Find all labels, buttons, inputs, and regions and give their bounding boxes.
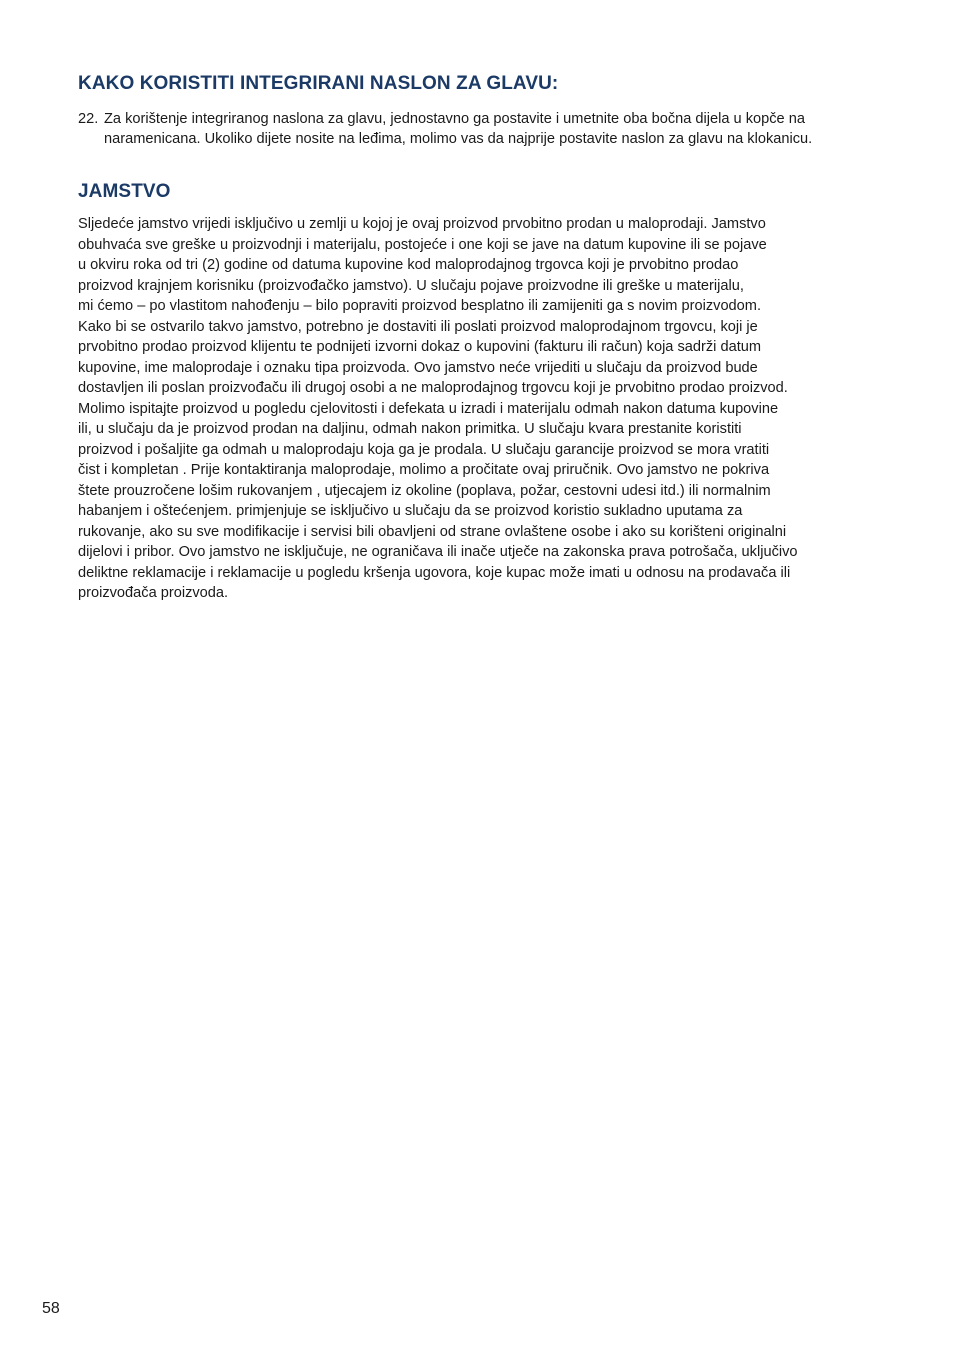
warranty-line: proizvod i pošaljite ga odmah u maloprodaju koja ga je prodala. U slučaju garancije proizvod se mora vratiti	[78, 441, 770, 458]
warranty-line: Sljedeće jamstvo vrijedi isključivo u zemlji u kojoj je ovaj proizvod prvobitno prodan u maloprodaji. Jamstvo	[78, 216, 766, 232]
warranty-line: dijelovi i pribor. Ovo jamstvo ne isključuje, ne ograničava ili inače utječe na zakonska prava potrošača, uključivo	[78, 544, 798, 560]
warranty-line: Molimo ispitajte proizvod u pogledu cjelovitosti i defekata u izradi i materijalu odmah nakon datuma kupovine	[78, 400, 779, 417]
warranty-line: obuhvaća sve greške u proizvodnji i materijalu, postojeće i one koji se jave na datum kupovine ili se pojave	[78, 236, 767, 253]
page-number: 58	[42, 1300, 60, 1317]
warranty-line: proizvod krajnjem korisniku (proizvođačko jamstvo). U slučaju pojave proizvodne ili greške u materijalu,	[78, 277, 744, 294]
warranty-line: prvobitno prodao proizvod klijentu te podnijeti izvorni dokaz o kupovini (fakturu ili račun) koja sadrži datum	[78, 339, 762, 355]
step-number: 22.	[78, 111, 99, 127]
warranty-line: u okviru roka od tri (2) godine od datuma kupovine kod maloprodajnog trgovca koji je prvobitno prodao	[78, 257, 739, 273]
step-text: Za korištenje integriranog naslona za glavu, jednostavno ga postavite i umetnite oba bočna dijela u kopče na naramenicana. Ukoliko dijete nosite na leđima, molimo vas da najprije postavite naslon za glavu na klokanicu.	[104, 111, 813, 148]
headrest-step-22	[78, 109, 868, 150]
warranty-line: Kako bi se ostvarilo takvo jamstvo, potrebno je dostaviti ili poslati proizvod maloprodajnom trgovcu, koji je	[78, 318, 758, 335]
warranty-line: mi ćemo – po vlastitom nahođenju – bilo popraviti proizvod besplatno ili zamijeniti ga s novim proizvodom.	[78, 298, 762, 314]
warranty-line: proizvođača proizvoda.	[78, 585, 229, 601]
warranty-line: štete prouzročene lošim rukovanjem , utjecajem iz okoline (poplava, požar, cestovni udesi itd.) ili normalnim	[78, 482, 771, 499]
warranty-paragraph	[78, 214, 878, 604]
warranty-line: čist i kompletan . Prije kontaktiranja maloprodaje, molimo a pročitate ovaj priručnik. Ovo jamstvo ne pokriva	[78, 462, 770, 478]
warranty-line: dostavljen ili poslan proizvođaču ili drugoj osobi a ne maloprodajnog trgovcu koji je prvobitno prodao proizvod.	[78, 380, 788, 396]
warranty-section-title: JAMSTVO	[78, 181, 171, 202]
warranty-line: rukovanje, ako su sve modifikacije i servisi bili obavljeni od strane ovlaštene osobe i ako su korišteni originalni	[78, 523, 787, 540]
warranty-line: ili, u slučaju da je proizvod prodan na daljinu, odmah nakon primitka. U slučaju kvara prestanite koristiti	[78, 421, 742, 437]
headrest-section-title: KAKO KORISTITI INTEGRIRANI NASLON ZA GLAVU:	[78, 73, 559, 94]
warranty-line: deliktne reklamacije i reklamacije u pogledu kršenja ugovora, koje kupac može imati u odnosu na prodavača ili	[78, 564, 791, 581]
warranty-line: habanjem i oštećenjem. primjenjuje se isključivo u slučaju da se proizvod koristio sukladno uputama za	[78, 503, 743, 519]
warranty-line: kupovine, ime maloprodaje i oznaku tipa proizvoda. Ovo jamstvo neće vrijediti u slučaju da proizvod bude	[78, 359, 758, 376]
